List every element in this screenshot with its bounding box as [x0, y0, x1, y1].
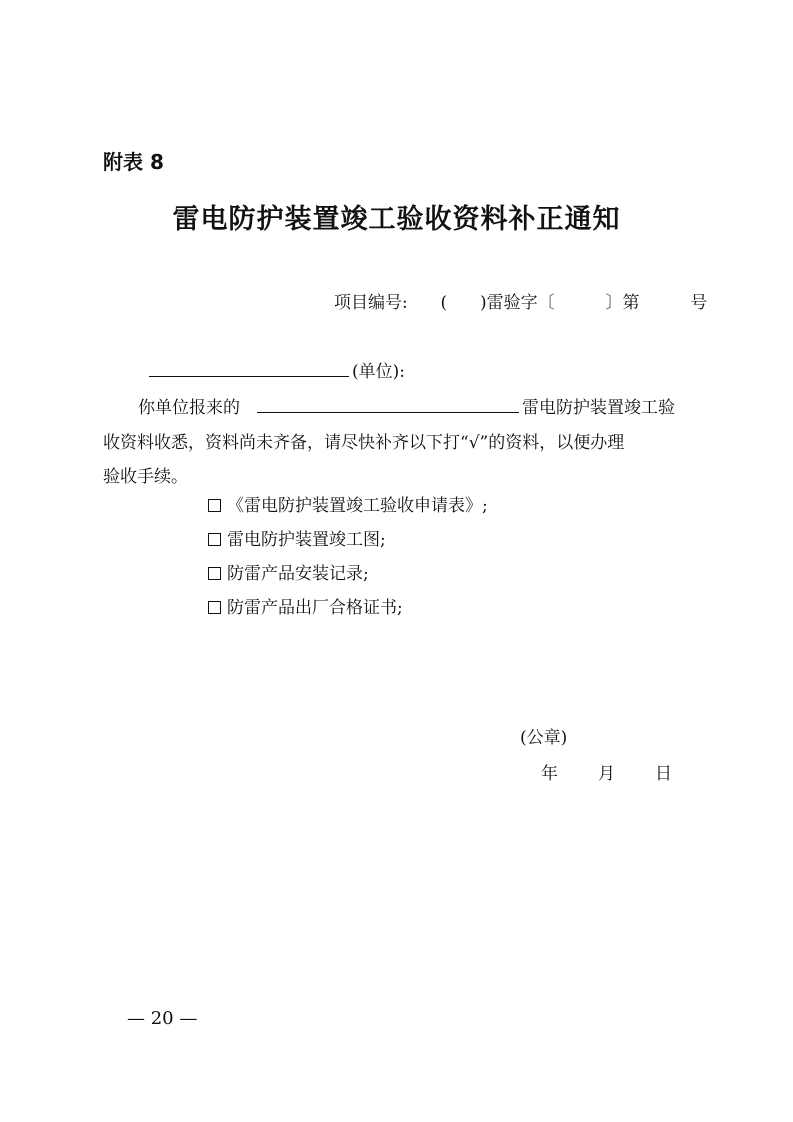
- checklist-item: [208, 593, 403, 618]
- date-month: 月: [598, 764, 615, 784]
- unit-blank-line: [149, 376, 349, 377]
- checkbox[interactable]: [208, 601, 221, 614]
- checklist-item-label: 防雷产品出厂合格证书;: [227, 598, 403, 618]
- unit-label: (单位):: [352, 362, 405, 382]
- body-line1-start: 你单位报来的: [138, 398, 240, 418]
- seal-label: (公章): [520, 728, 568, 748]
- project-number-paren-close: )雷验字〔: [480, 293, 555, 313]
- project-number-label: 项目编号:: [334, 293, 408, 313]
- project-number-bracket-close: 〕第: [605, 293, 640, 313]
- page-number: — 20 —: [127, 1008, 198, 1029]
- document-title: 雷电防护装置竣工验收资料补正通知: [172, 204, 621, 235]
- date-day: 日: [655, 764, 672, 784]
- checklist-item-label: 防雷产品安装记录;: [227, 564, 369, 584]
- checklist-item: [208, 525, 386, 550]
- body-line1-end: 雷电防护装置竣工验: [522, 398, 675, 418]
- date-year: 年: [541, 764, 558, 784]
- project-number-line: [334, 288, 707, 313]
- material-blank-line: [257, 412, 519, 413]
- body-line2: 收资料收悉，资料尚未齐备，请尽快补齐以下打“√”的资料，以便办理: [103, 433, 625, 453]
- checklist-item: [208, 559, 369, 584]
- checklist-item-label: 《雷电防护装置竣工验收申请表》;: [227, 496, 488, 516]
- checkbox[interactable]: [208, 567, 221, 580]
- checklist-item-label: 雷电防护装置竣工图;: [227, 530, 386, 550]
- project-number-hao: 号: [690, 293, 708, 313]
- body-line3: 验收手续。: [103, 467, 188, 487]
- checkbox[interactable]: [208, 533, 221, 546]
- checkbox[interactable]: [208, 499, 221, 512]
- annex-label: 附表 8: [103, 150, 164, 174]
- checklist-item: [208, 491, 488, 516]
- date-line: [541, 759, 672, 784]
- project-number-paren-open: (: [440, 293, 448, 313]
